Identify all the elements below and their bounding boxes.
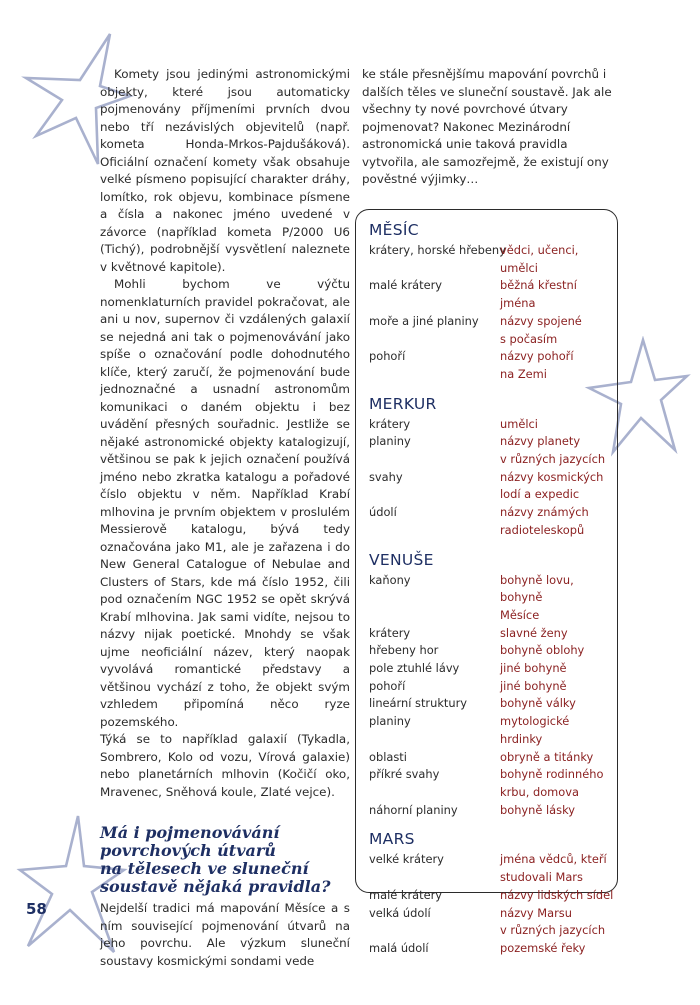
naming-rule: bohyně rodinného bbox=[500, 767, 604, 782]
feature-type: pohoří bbox=[369, 349, 406, 364]
section-heading bbox=[100, 824, 350, 896]
naming-rule: slavné ženy bbox=[500, 625, 568, 640]
feature-type: hřebeny hor bbox=[369, 643, 439, 658]
naming-rule: názvy známých bbox=[500, 505, 589, 520]
feature-type: krátery, horské hřebeny bbox=[369, 243, 506, 257]
naming-rule: v různých jazycích bbox=[500, 923, 606, 938]
table-row-continued bbox=[369, 922, 617, 940]
naming-rule: jména vědců, kteří bbox=[500, 852, 607, 867]
naming-rule: studovali Mars bbox=[500, 870, 583, 885]
naming-rule: názvy kosmických bbox=[500, 469, 604, 484]
table-row bbox=[369, 642, 617, 660]
table-row bbox=[369, 695, 617, 713]
table-row bbox=[369, 678, 617, 696]
feature-type: krátery bbox=[369, 416, 411, 431]
naming-rule: bohyně lovu, bohyně bbox=[500, 572, 574, 605]
section-title: MARS bbox=[369, 830, 415, 849]
naming-rule: názvy Marsu bbox=[500, 905, 572, 920]
heading-line: povrchových útvarů bbox=[100, 841, 276, 860]
table-row-continued bbox=[369, 366, 617, 384]
naming-rule: jiné bohyně bbox=[500, 661, 567, 676]
feature-type: planiny bbox=[369, 714, 411, 729]
table-row bbox=[369, 887, 617, 905]
table-row-continued bbox=[369, 869, 617, 887]
naming-rule: s počasím bbox=[500, 331, 558, 346]
paragraph: Nejdelší tradici má mapování Měsíce a s ním související pojmenování útvarů na jeho povrchu. Ale výzkum sluneční soustavy kosmickými sondami vede bbox=[100, 901, 350, 968]
section-title: MĚSÍC bbox=[369, 221, 419, 239]
table-row bbox=[369, 905, 617, 923]
feature-type: pohoří bbox=[369, 678, 406, 693]
paragraph: Komety jsou jedinými astronomickými objekty, které jsou automaticky pojmenovány příjmeními prvních dvou nebo tří nezávislých objevitelů (např. kometa Honda-Mrkos-Pajdušáková). Oficiální označení komety však obsahuje velké písmeno popisující charakter dráhy, lomítko, rok objevu, kombinace písmene a čísla a nakonec jméno uvedené v závorce (například kometa P/2000 U6 (Tichý), podrobnější vysvětlení naleznete v květnové kapitole). bbox=[100, 67, 350, 274]
right-column bbox=[362, 66, 618, 189]
heading-line: na tělesech ve sluneční bbox=[100, 859, 309, 878]
table-row bbox=[369, 348, 617, 366]
table-section-mars bbox=[369, 829, 617, 957]
feature-type: oblasti bbox=[369, 749, 407, 764]
section-title: VENUŠE bbox=[369, 550, 434, 569]
table-section-mesic bbox=[369, 220, 617, 384]
naming-rule: bohyně oblohy bbox=[500, 643, 585, 658]
table-row bbox=[369, 433, 617, 451]
naming-rule: bohyně války bbox=[500, 696, 576, 711]
naming-rule: názvy planety bbox=[500, 434, 581, 449]
page-number: 58 bbox=[26, 900, 47, 918]
feature-type: malé krátery bbox=[369, 887, 443, 902]
paragraph: ke stále přesnějšímu mapování povrchů i dalších těles ve sluneční soustavě. Jak ale všechny ty nové povrchové útvary pojmenovat? Nakonec Mezinárodní astronomická unie taková pravidla vytvořila, ale samozřejmě, že existují ony pověstné výjimky… bbox=[362, 67, 612, 186]
feature-type: náhorní planiny bbox=[369, 802, 458, 817]
table-row-continued bbox=[369, 607, 617, 625]
table-row bbox=[369, 572, 617, 607]
naming-rule: jiné bohyně bbox=[500, 678, 567, 693]
table-row bbox=[369, 504, 617, 522]
table-row-continued bbox=[369, 784, 617, 802]
table-row-continued bbox=[369, 331, 617, 349]
heading-line: soustavě nějaká pravidla? bbox=[100, 877, 331, 896]
feature-type: svahy bbox=[369, 469, 403, 484]
paragraph: Mohli bychom ve výčtu nomenklaturních pravidel pokračovat, ale ani u nov, supernov či vzdálených galaxií se nejedná ani tak o pojmenovávání jako spíše o označování podle dohodnutého klíče, který zaručí, že pojmenování bude jednoznačné a usnadní astronomům komunikaci o daném objektu i bez uvádění přesných souřadnic. Jestliže se nějaké astronomické objekty katalogizují, většinou se pak k jejich označení používá jméno nebo zkratka katalogu a pořadové číslo objektu v něm. Například Krabí mlhovina je prvním objektem v proslulém Messierově katalogu, bývá tedy označována jako M1, ale je zařazena i do New General Catalogue of Nebulae and Clusters of Stars, kde má číslo 1952, čili pod označením NGC 1952 se opět skrývá Krabí mlhovina. Jak sami vidíte, nejsou to názvy nijak poetické. Mnohdy se však ujme neoficiální název, který naopak vyvolává romantické představy a většinou vychází z toho, že objekt svým vzhledem připomíná něco ryze pozemského. bbox=[100, 277, 350, 729]
feature-type: malá údolí bbox=[369, 940, 429, 955]
table-row bbox=[369, 416, 617, 434]
nomenclature-table bbox=[355, 209, 618, 955]
table-row bbox=[369, 766, 617, 784]
naming-rule: názvy lidských sídel bbox=[500, 887, 614, 902]
naming-rule: bohyně lásky bbox=[500, 802, 576, 817]
feature-type: malé krátery bbox=[369, 278, 443, 293]
table-row bbox=[369, 749, 617, 767]
table-row bbox=[369, 713, 617, 748]
table-row bbox=[369, 940, 617, 958]
naming-rule: Měsíce bbox=[500, 607, 540, 622]
feature-type: velká údolí bbox=[369, 905, 431, 920]
table-row-continued bbox=[369, 522, 617, 540]
table-section-venuse bbox=[369, 550, 617, 820]
feature-type: planiny bbox=[369, 434, 411, 449]
feature-type: velké krátery bbox=[369, 852, 444, 867]
naming-rule: názvy pohoří bbox=[500, 349, 574, 364]
table-row bbox=[369, 660, 617, 678]
naming-rule: krbu, domova bbox=[500, 784, 579, 799]
table-row-continued bbox=[369, 486, 617, 504]
naming-rule: běžná křestní jména bbox=[500, 278, 577, 311]
naming-rule: mytologické hrdinky bbox=[500, 714, 570, 746]
table-row bbox=[369, 313, 617, 331]
section-title: MERKUR bbox=[369, 394, 437, 413]
feature-type: kaňony bbox=[369, 572, 411, 587]
table-section-merkur bbox=[369, 394, 617, 540]
feature-type: příkré svahy bbox=[369, 767, 440, 782]
table-row bbox=[369, 277, 617, 312]
feature-type: pole ztuhlé lávy bbox=[369, 661, 460, 676]
naming-rule: lodí a expedic bbox=[500, 487, 580, 502]
table-row bbox=[369, 802, 617, 820]
naming-rule: názvy spojené bbox=[500, 313, 582, 328]
feature-type: krátery bbox=[369, 625, 411, 640]
table-row bbox=[369, 242, 617, 277]
feature-type: lineární struktury bbox=[369, 696, 468, 711]
feature-type: moře a jiné planiny bbox=[369, 313, 479, 328]
table-row bbox=[369, 625, 617, 643]
left-column bbox=[100, 66, 350, 970]
naming-rule: na Zemi bbox=[500, 366, 547, 381]
table-row bbox=[369, 851, 617, 869]
naming-rule: vědci, učenci, umělci bbox=[500, 243, 579, 275]
table-row bbox=[369, 469, 617, 487]
table-row-continued bbox=[369, 451, 617, 469]
naming-rule: radioteleskopů bbox=[500, 522, 585, 537]
heading-line: Má i pojmenovávání bbox=[100, 823, 280, 842]
naming-rule: pozemské řeky bbox=[500, 940, 586, 955]
naming-rule: v různých jazycích bbox=[500, 452, 606, 467]
naming-rule: obryně a titánky bbox=[500, 749, 594, 764]
feature-type: údolí bbox=[369, 505, 397, 520]
naming-rule: umělci bbox=[500, 416, 538, 431]
paragraph: Týká se to například galaxií (Tykadla, Sombrero, Kolo od vozu, Vírová galaxie) nebo planetárních mlhovin (Kočičí oko, Mravenec, Sněhová koule, Zlaté vejce). bbox=[100, 732, 350, 799]
